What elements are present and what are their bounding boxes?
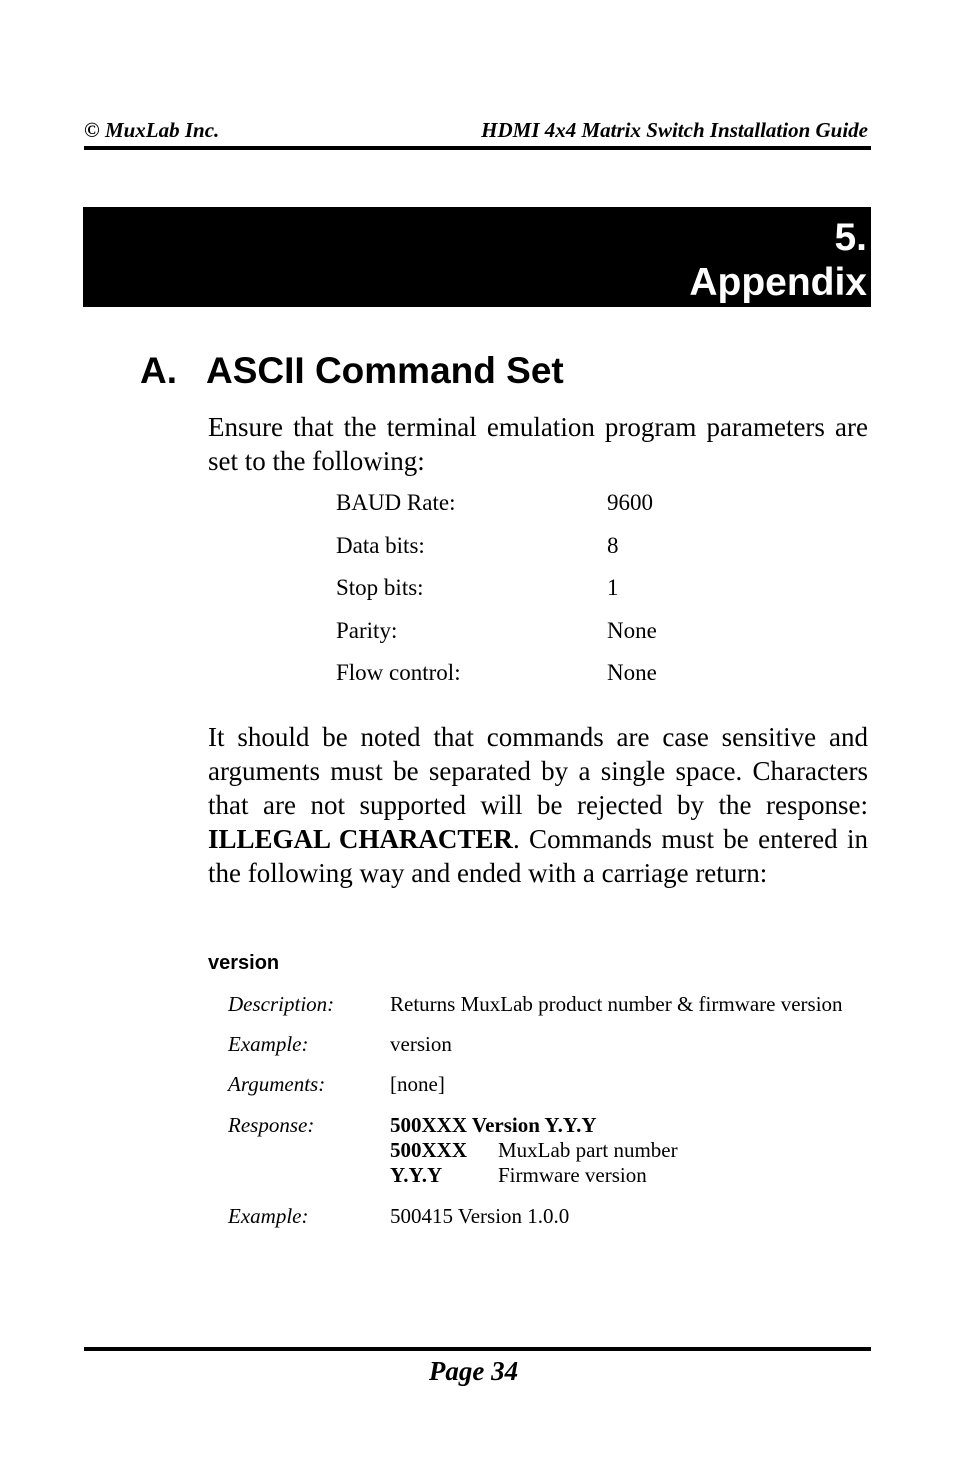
note-illegal-character: ILLEGAL CHARACTER bbox=[208, 824, 513, 854]
parameter-value: None bbox=[607, 617, 657, 643]
section-title: ASCII Command Set bbox=[206, 350, 564, 391]
response-term: Y.Y.Y bbox=[390, 1163, 443, 1187]
example-label: Example: bbox=[228, 1032, 309, 1056]
description-value: Returns MuxLab product number & firmware version bbox=[390, 992, 843, 1016]
header-guide-title: HDMI 4x4 Matrix Switch Installation Guide bbox=[481, 118, 868, 142]
page-header bbox=[84, 116, 870, 144]
parameter-value: 9600 bbox=[607, 490, 653, 515]
response-item bbox=[390, 1163, 678, 1188]
description-label: Description: bbox=[228, 992, 335, 1016]
parameter-value: None bbox=[607, 660, 657, 686]
footer-divider bbox=[84, 1347, 871, 1351]
response-label: Response: bbox=[228, 1113, 315, 1137]
response-desc: Firmware version bbox=[498, 1163, 647, 1187]
note-text-after: . Commands must be entered in the following way and ended with a carriage return: bbox=[208, 824, 868, 888]
example-output-value: 500415 Version 1.0.0 bbox=[390, 1204, 570, 1228]
arguments-label: Arguments: bbox=[228, 1072, 326, 1096]
note-paragraph bbox=[208, 720, 868, 890]
parameter-name: Data bits: bbox=[336, 532, 425, 558]
page-footer bbox=[84, 1356, 871, 1387]
response-desc: MuxLab part number bbox=[498, 1138, 678, 1162]
response-format: 500XXX Version Y.Y.Y bbox=[390, 1113, 597, 1137]
example-output-label: Example: bbox=[228, 1204, 309, 1228]
response-term: 500XXX bbox=[390, 1138, 467, 1162]
note-text-before: It should be noted that commands are case sensitive and arguments must be separated by a single space. Characters that are not supported will be rejected by the response: bbox=[208, 722, 868, 820]
parameter-name: Flow control: bbox=[336, 660, 461, 686]
arguments-value: [none] bbox=[390, 1072, 445, 1096]
parameter-name: Parity: bbox=[336, 617, 398, 643]
header-divider bbox=[84, 146, 871, 150]
section-heading bbox=[140, 350, 564, 392]
chapter-title: Appendix bbox=[689, 261, 867, 304]
parameter-value: 1 bbox=[607, 575, 619, 601]
intro-paragraph: Ensure that the terminal emulation program parameters are set to the following: bbox=[208, 412, 868, 476]
parameter-value: 8 bbox=[607, 532, 619, 558]
chapter-number: 5. bbox=[834, 216, 867, 259]
chapter-banner bbox=[83, 207, 871, 307]
example-value: version bbox=[390, 1032, 452, 1056]
command-name: version bbox=[208, 952, 280, 974]
section-letter: A. bbox=[140, 350, 177, 391]
response-item bbox=[390, 1138, 678, 1163]
page-number: Page 34 bbox=[428, 1356, 519, 1386]
parameter-name: Stop bits: bbox=[336, 575, 424, 601]
response-value bbox=[390, 1113, 678, 1188]
header-copyright: © MuxLab Inc. bbox=[84, 118, 220, 142]
parameter-name: BAUD Rate: bbox=[336, 490, 456, 515]
